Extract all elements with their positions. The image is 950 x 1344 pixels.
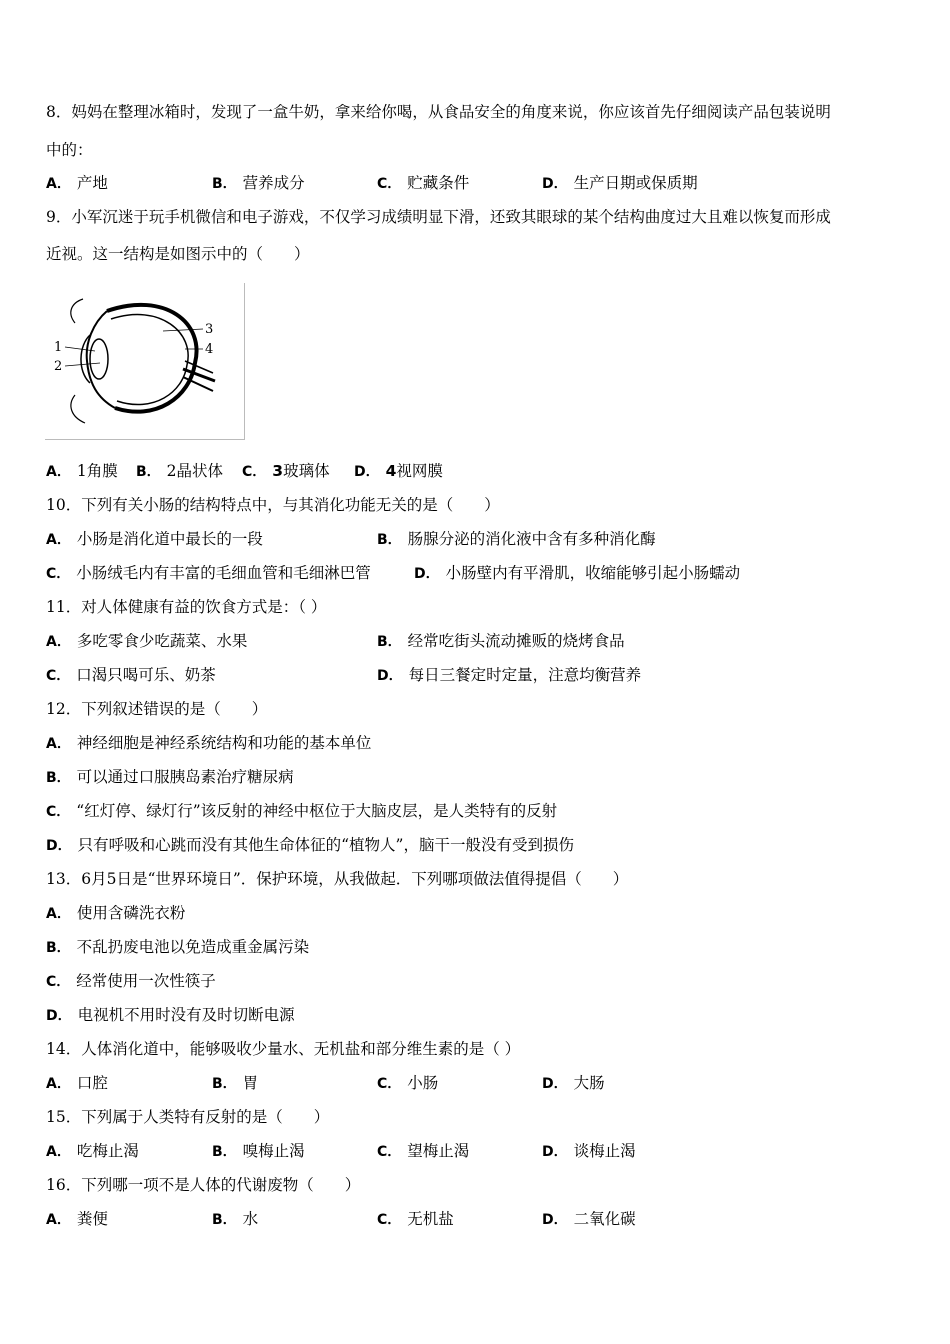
q13-option-a[interactable] (46, 903, 185, 924)
q11-option-a[interactable] (46, 631, 247, 652)
option-label: A． (46, 906, 71, 922)
option-text: 神经细胞是神经系统结构和功能的基本单位 (76, 734, 372, 752)
q10-option-c[interactable] (46, 563, 371, 584)
option-text: 营养成分 (242, 174, 305, 192)
option-label: D． (542, 1076, 568, 1092)
question-number: 10． (46, 496, 82, 514)
question-13-stem (46, 869, 628, 889)
option-text: 小肠绒毛内有丰富的毛细血管和毛细淋巴管 (76, 564, 371, 582)
q10-option-b[interactable] (377, 529, 656, 550)
option-text: 只有呼吸和心跳而没有其他生命体征的“植物人”，脑干一般没有受到损伤 (77, 836, 574, 854)
q15-option-b[interactable] (212, 1141, 305, 1162)
option-text: 经常吃街头流动摊贩的烧烤食品 (407, 632, 625, 650)
question-number: 12． (46, 700, 82, 718)
option-label: B． (212, 1212, 237, 1228)
option-text: 生产日期或保质期 (573, 174, 698, 192)
q16-option-a[interactable] (46, 1209, 108, 1230)
option-number: 2 (166, 462, 177, 480)
q10-option-a[interactable] (46, 529, 263, 550)
option-label: A． (46, 634, 71, 650)
question-number: 15． (46, 1108, 82, 1126)
q11-option-c[interactable] (46, 665, 216, 686)
option-text: 使用含磷洗衣粉 (76, 904, 186, 922)
option-label: B． (377, 634, 402, 650)
option-text: 无机盐 (407, 1210, 454, 1228)
question-8-stem-cont (46, 140, 93, 160)
q15-option-a[interactable] (46, 1141, 139, 1162)
option-text: 吃梅止渴 (76, 1142, 139, 1160)
question-9-stem (46, 207, 831, 227)
option-text: 玻璃体 (283, 462, 330, 480)
option-label: D． (542, 176, 568, 192)
question-text: 近视。这一结构是如图示中的（ ） (46, 245, 310, 263)
option-text: 口渴只喝可乐、奶茶 (76, 666, 216, 684)
option-label: C． (377, 176, 402, 192)
question-number: 16． (46, 1176, 82, 1194)
option-label: A． (46, 532, 71, 548)
q11-option-b[interactable] (377, 631, 625, 652)
option-text: 可以通过口服胰岛素治疗糖尿病 (76, 768, 294, 786)
option-label: A． (46, 464, 71, 480)
option-label: C． (242, 464, 267, 480)
option-label: B． (212, 176, 237, 192)
q8-option-c[interactable] (377, 173, 469, 194)
option-text: 谈梅止渴 (573, 1142, 636, 1160)
question-text: 6月5日是“世界环境日”．保护环境，从我做起．下列哪项做法值得提倡（ ） (81, 870, 629, 888)
option-label: B． (212, 1076, 237, 1092)
q14-option-d[interactable] (542, 1073, 605, 1094)
question-text: 下列属于人类特有反射的是（ ） (81, 1108, 330, 1126)
option-text: 贮藏条件 (407, 174, 470, 192)
option-number: 1 (76, 462, 87, 480)
option-label: A． (46, 1212, 71, 1228)
q14-option-a[interactable] (46, 1073, 108, 1094)
q14-option-c[interactable] (377, 1073, 438, 1094)
q15-option-c[interactable] (377, 1141, 469, 1162)
option-text: 大肠 (573, 1074, 605, 1092)
option-text: 小肠壁内有平滑肌，收缩能够引起小肠蠕动 (445, 564, 741, 582)
option-text: 胃 (242, 1074, 259, 1092)
option-label: D． (46, 838, 72, 854)
option-label: C． (377, 1076, 402, 1092)
option-text: 视网膜 (396, 462, 443, 480)
option-text: 口腔 (76, 1074, 108, 1092)
question-14-stem (46, 1039, 520, 1059)
q13-option-d[interactable] (46, 1005, 295, 1026)
option-number: 3 (272, 462, 284, 480)
q8-option-d[interactable] (542, 173, 698, 194)
option-label: B． (46, 940, 71, 956)
q10-option-d[interactable] (414, 563, 740, 584)
question-12-stem (46, 699, 267, 719)
eye-diagram (45, 283, 244, 439)
figure-label-3: 3 (205, 322, 214, 337)
option-text: 每日三餐定时定量，注意均衡营养 (408, 666, 642, 684)
question-8-stem (46, 102, 831, 122)
option-label: D． (542, 1212, 568, 1228)
q13-option-b[interactable] (46, 937, 309, 958)
option-text: 二氧化碳 (573, 1210, 636, 1228)
q16-option-b[interactable] (212, 1209, 258, 1230)
question-text: 小军沉迷于玩手机微信和电子游戏，不仅学习成绩明显下滑，还致其眼球的某个结构曲度过大且难以恢复而形成 (71, 208, 831, 226)
q12-option-a[interactable] (46, 733, 371, 754)
question-9-stem-cont (46, 244, 310, 264)
q9-option-c[interactable] (242, 461, 330, 482)
q13-option-c[interactable] (46, 971, 216, 992)
option-label: B． (136, 464, 161, 480)
option-text: 嗅梅止渴 (242, 1142, 305, 1160)
question-text: 妈妈在整理冰箱时，发现了一盒牛奶，拿来给你喝，从食品安全的角度来说，你应该首先仔细阅读产品包装说明 (71, 103, 831, 121)
option-text: 小肠 (407, 1074, 439, 1092)
option-label: C． (46, 804, 71, 820)
option-text: 晶状体 (176, 462, 224, 480)
option-label: A． (46, 1076, 71, 1092)
question-text: 人体消化道中，能够吸收少量水、无机盐和部分维生素的是（ ） (81, 1040, 521, 1058)
option-label: C． (46, 566, 71, 582)
option-label: A． (46, 736, 71, 752)
option-label: B． (212, 1144, 237, 1160)
question-text: 下列哪一项不是人体的代谢废物（ ） (81, 1176, 361, 1194)
option-text: 不乱扔废电池以免造成重金属污染 (76, 938, 310, 956)
option-text: 产地 (76, 174, 108, 192)
option-label: B． (46, 770, 71, 786)
q12-option-d[interactable] (46, 835, 574, 856)
q11-option-d[interactable] (377, 665, 641, 686)
option-text: 小肠是消化道中最长的一段 (76, 530, 263, 548)
option-label: C． (46, 974, 71, 990)
option-text: 肠腺分泌的消化液中含有多种消化酶 (407, 530, 656, 548)
option-label: C． (377, 1144, 402, 1160)
question-text: 下列有关小肠的结构特点中，与其消化功能无关的是（ ） (81, 496, 500, 514)
option-text: 望梅止渴 (407, 1142, 470, 1160)
q16-option-c[interactable] (377, 1209, 454, 1230)
q9-option-b[interactable] (136, 461, 223, 482)
option-label: D． (377, 668, 403, 684)
option-text: “红灯停、绿灯行”该反射的神经中枢位于大脑皮层，是人类特有的反射 (76, 802, 558, 820)
option-text: 电视机不用时没有及时切断电源 (77, 1006, 295, 1024)
option-label: D． (542, 1144, 568, 1160)
option-label: C． (46, 668, 71, 684)
q9-option-a[interactable] (46, 461, 118, 482)
option-label: A． (46, 176, 71, 192)
question-text: 下列叙述错误的是（ ） (81, 700, 268, 718)
q16-option-d[interactable] (542, 1209, 636, 1230)
q12-option-b[interactable] (46, 767, 294, 788)
question-number: 9． (46, 208, 72, 226)
q14-option-b[interactable] (212, 1073, 258, 1094)
eye-diagram-figure (45, 283, 245, 440)
option-number: 4 (385, 462, 397, 480)
q12-option-c[interactable] (46, 801, 557, 822)
option-text: 角膜 (86, 462, 118, 480)
question-16-stem (46, 1175, 360, 1195)
question-number: 11． (46, 598, 82, 616)
option-label: D． (354, 464, 380, 480)
q8-option-b[interactable] (212, 173, 305, 194)
figure-label-2: 2 (54, 359, 63, 374)
option-label: A． (46, 1144, 71, 1160)
option-label: B． (377, 532, 402, 548)
question-number: 13． (46, 870, 82, 888)
question-10-stem (46, 495, 500, 515)
option-text: 粪便 (76, 1210, 108, 1228)
question-15-stem (46, 1107, 329, 1127)
question-number: 8． (46, 103, 72, 121)
question-text: 中的： (46, 141, 93, 159)
option-label: C． (377, 1212, 402, 1228)
q9-option-d[interactable] (354, 461, 443, 482)
option-label: D． (46, 1008, 72, 1024)
option-text: 经常使用一次性筷子 (76, 972, 216, 990)
q15-option-d[interactable] (542, 1141, 636, 1162)
question-text: 对人体健康有益的饮食方式是：（ ） (81, 598, 327, 616)
figure-label-1: 1 (54, 340, 63, 355)
question-number: 14． (46, 1040, 82, 1058)
option-label: D． (414, 566, 440, 582)
option-text: 水 (242, 1210, 259, 1228)
question-11-stem (46, 597, 326, 617)
figure-label-4: 4 (205, 342, 214, 357)
option-text: 多吃零食少吃蔬菜、水果 (76, 632, 248, 650)
q8-option-a[interactable] (46, 173, 108, 194)
